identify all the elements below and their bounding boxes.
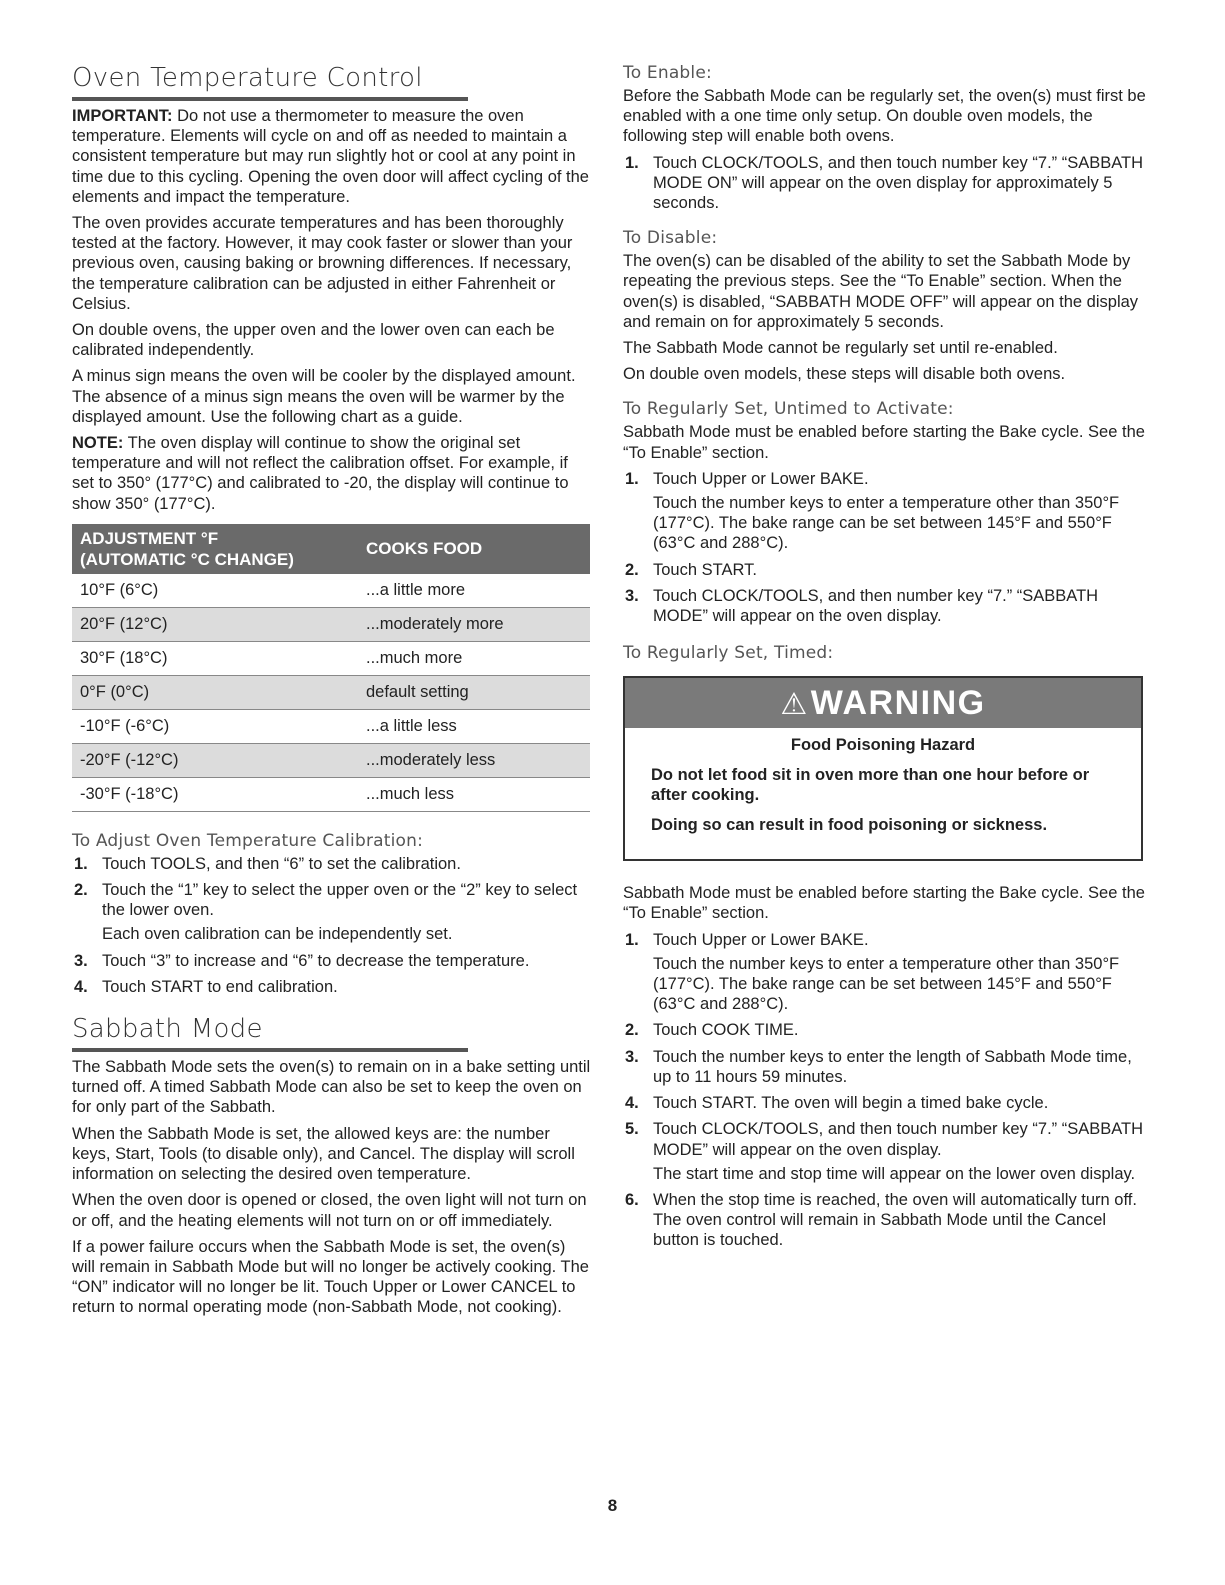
disable-paragraph: The oven(s) can be disabled of the ability to set the Sabbath Mode by repeating the previous steps. See the “To Enable” section. When the oven(s) is disabled, “SABBATH MODE OFF” will appear on the display and remain on for approximately 5 seconds. — [623, 252, 1139, 331]
table-cell-adjustment: 20°F (12°C) — [72, 607, 358, 641]
table-cell-adjustment: -10°F (-6°C) — [72, 709, 358, 743]
title-rule — [72, 97, 468, 101]
table-row — [72, 675, 590, 709]
step-number: 3. — [74, 951, 88, 970]
header-adjustment — [72, 524, 358, 574]
untimed-heading: To Regularly Set, Untimed to Activate: — [623, 399, 954, 420]
calibration-table — [72, 524, 590, 812]
adjust-calibration-heading: To Adjust Oven Temperature Calibration: — [72, 830, 424, 851]
timed-steps-list — [623, 930, 1153, 1251]
step-text: Touch Upper or Lower BAKE. — [653, 469, 869, 488]
timed-heading: To Regularly Set, Timed: — [623, 643, 834, 664]
table-row — [72, 574, 590, 608]
list-item — [623, 1020, 1153, 1040]
list-item — [72, 880, 592, 945]
table-cell-cooks: ...a little less — [358, 709, 590, 743]
timed-paragraph: Sabbath Mode must be enabled before starting the Bake cycle. See the “To Enable” section. — [623, 884, 1145, 923]
list-item — [623, 560, 1153, 580]
table-header-row — [72, 524, 590, 574]
enable-steps-list — [623, 153, 1153, 214]
step-text: Touch TOOLS, and then “6” to set the calibration. — [102, 854, 461, 873]
warning-hazard-title: Food Poisoning Hazard — [790, 736, 976, 755]
list-item — [623, 1190, 1153, 1251]
table-cell-adjustment: -20°F (-12°C) — [72, 743, 358, 777]
warning-body — [625, 728, 1141, 859]
header-cooks-food: COOKS FOOD — [366, 539, 483, 559]
step-number: 2. — [74, 881, 88, 900]
double-oven-paragraph: On double ovens, the upper oven and the lower oven can each be calibrated independently. — [72, 321, 555, 360]
list-item — [623, 1093, 1153, 1113]
table-cell-cooks: ...much less — [358, 777, 590, 811]
step-number: 6. — [625, 1190, 639, 1209]
warning-line: Do not let food sit in oven more than one hour before or after cooking. — [651, 766, 1090, 805]
header-adjustment-line2: (AUTOMATIC °C CHANGE) — [80, 549, 294, 569]
list-item — [623, 930, 1153, 1015]
table-row — [72, 607, 590, 641]
oven-temperature-title: Oven Temperature Control — [72, 63, 423, 93]
sabbath-mode-title: Sabbath Mode — [72, 1014, 263, 1045]
step-text: Touch COOK TIME. — [653, 1021, 799, 1040]
step-subtext: Each oven calibration can be independently set. — [102, 925, 453, 944]
list-item — [72, 854, 592, 874]
step-text: Touch Upper or Lower BAKE. — [653, 930, 869, 949]
list-item — [623, 586, 1153, 626]
untimed-steps-list — [623, 469, 1153, 626]
warning-box — [623, 676, 1143, 861]
step-text: Touch CLOCK/TOOLS, and then number key “7.” “SABBATH MODE” will appear on the oven display. — [653, 586, 1099, 626]
step-subtext: The start time and stop time will appear on the lower oven display. — [653, 1164, 1136, 1183]
adjust-steps-list — [72, 854, 592, 997]
step-number: 3. — [625, 1047, 639, 1066]
header-adjustment-line1: ADJUSTMENT °F — [80, 528, 219, 548]
disable-paragraph: The Sabbath Mode cannot be regularly set until re-enabled. — [623, 339, 1058, 358]
note-paragraph — [72, 433, 592, 514]
list-item — [623, 1047, 1153, 1087]
step-number: 1. — [625, 153, 639, 172]
enable-heading: To Enable: — [623, 63, 712, 83]
table-cell-cooks: ...moderately less — [358, 743, 590, 777]
step-subtext: Touch the number keys to enter a temperature other than 350°F (177°C). The bake range can be set between 145°F and 550°F (63°C and 288°C). — [653, 494, 1120, 553]
right-column — [623, 62, 1153, 1257]
table-cell-adjustment: 10°F (6°C) — [72, 574, 358, 608]
step-number: 4. — [625, 1094, 639, 1113]
step-number: 1. — [625, 469, 639, 488]
step-number: 1. — [74, 854, 88, 873]
table-cell-adjustment: 0°F (0°C) — [72, 675, 358, 709]
sabbath-paragraph: If a power failure occurs when the Sabbath Mode is set, the oven(s) will remain in Sabbath Mode but will no longer be actively cooking. The “ON” indicator will no longer be lit. Touch Upper or Lower CANCEL to return to normal operating mode (non-Sabbath Mode, not cooking). — [72, 1237, 589, 1317]
table-cell-cooks: ...moderately more — [358, 607, 590, 641]
warning-banner — [625, 678, 1141, 728]
note-text: The oven display will continue to show the original set temperature and will not reflect the calibration offset. For example, if set to 350° (177°C) and calibrated to -20, the display will continue to show 350° (177°C). — [72, 434, 569, 513]
step-text: Touch START. — [653, 560, 757, 579]
warning-line: Doing so can result in food poisoning or sickness. — [651, 816, 1048, 835]
table-cell-adjustment: 30°F (18°C) — [72, 641, 358, 675]
list-item — [623, 1119, 1153, 1184]
important-text: Do not use a thermometer to measure the oven temperature. Elements will cycle on and off as needed to maintain a consistent temperature but may run slightly hot or cool at any point in time due to this cycling. Opening the oven door will affect cycling of the elements and impact the temperature. — [72, 107, 589, 206]
step-text: Touch CLOCK/TOOLS, and then touch number key “7.” “SABBATH MODE ON” will appear on the oven display for approximately 5 seconds. — [653, 153, 1144, 213]
list-item — [623, 469, 1153, 554]
table-row — [72, 743, 590, 777]
list-item — [72, 951, 592, 971]
table-cell-cooks: ...a little more — [358, 574, 590, 608]
important-label: IMPORTANT: — [72, 107, 173, 125]
step-text: When the stop time is reached, the oven will automatically turn off. The oven control will remain in Sabbath Mode until the Cancel button is touched. — [653, 1190, 1137, 1250]
step-text: Touch “3” to increase and “6” to decrease the temperature. — [102, 951, 530, 970]
step-number: 5. — [625, 1120, 639, 1139]
step-number: 2. — [625, 560, 639, 579]
sabbath-paragraph: When the Sabbath Mode is set, the allowed keys are: the number keys, Start, Tools (to disable only), and Cancel. The display will scroll information on selecting the desired oven temperature. — [72, 1124, 575, 1184]
sabbath-paragraph: When the oven door is opened or closed, the oven light will not turn on or off, and the heating elements will not turn on or off immediately. — [72, 1191, 587, 1230]
page-number: 8 — [607, 1496, 618, 1515]
table-cell-cooks: default setting — [358, 675, 590, 709]
step-subtext: Touch the number keys to enter a temperature other than 350°F (177°C). The bake range can be set between 145°F and 550°F (63°C and 288°C). — [653, 954, 1120, 1014]
accuracy-paragraph: The oven provides accurate temperatures and has been thoroughly tested at the factory. However, it may cook faster or slower than your previous oven, causing baking or browning differences. If necessary, the temperature calibration can be adjusted in either Fahrenheit or Celsius. — [72, 214, 573, 313]
warning-word: WARNING — [810, 684, 986, 723]
table-row — [72, 709, 590, 743]
note-label: NOTE: — [72, 434, 124, 453]
list-item — [72, 977, 592, 997]
step-number: 2. — [625, 1021, 639, 1040]
table-row — [72, 641, 590, 675]
disable-paragraph: On double oven models, these steps will disable both ovens. — [623, 365, 1066, 384]
important-paragraph — [72, 106, 592, 207]
step-text: Touch the “1” key to select the upper oven or the “2” key to select the lower oven. — [102, 881, 578, 920]
warning-triangle-icon: ⚠ — [780, 688, 809, 722]
untimed-paragraph: Sabbath Mode must be enabled before starting the Bake cycle. See the “To Enable” section. — [623, 423, 1145, 462]
title-rule — [72, 1048, 468, 1052]
left-column — [72, 62, 592, 1324]
step-text: Touch the number keys to enter the length of Sabbath Mode time, up to 11 hours 59 minutes. — [653, 1047, 1132, 1086]
table-cell-cooks: ...much more — [358, 641, 590, 675]
table-row — [72, 777, 590, 811]
table-cell-adjustment: -30°F (-18°C) — [72, 777, 358, 811]
step-number: 1. — [625, 930, 639, 949]
enable-paragraph: Before the Sabbath Mode can be regularly set, the oven(s) must first be enabled with a one time only setup. On double oven models, the following step will enable both ovens. — [623, 87, 1146, 146]
sabbath-paragraph: The Sabbath Mode sets the oven(s) to remain on in a bake setting until turned off. A timed Sabbath Mode can also be set to keep the oven on for only part of the Sabbath. — [72, 1058, 591, 1117]
list-item — [623, 153, 1153, 214]
step-number: 4. — [74, 977, 88, 996]
step-text: Touch START. The oven will begin a timed bake cycle. — [653, 1094, 1049, 1113]
step-text: Touch CLOCK/TOOLS, and then touch number key “7.” “SABBATH MODE” will appear on the oven display. — [653, 1120, 1144, 1159]
disable-heading: To Disable: — [623, 228, 718, 249]
minus-sign-paragraph: A minus sign means the oven will be cooler by the displayed amount. The absence of a minus sign means the oven will be warmer by the displayed amount. Use the following chart as a guide. — [72, 367, 576, 426]
step-number: 3. — [625, 586, 639, 605]
step-text: Touch START to end calibration. — [102, 977, 338, 996]
